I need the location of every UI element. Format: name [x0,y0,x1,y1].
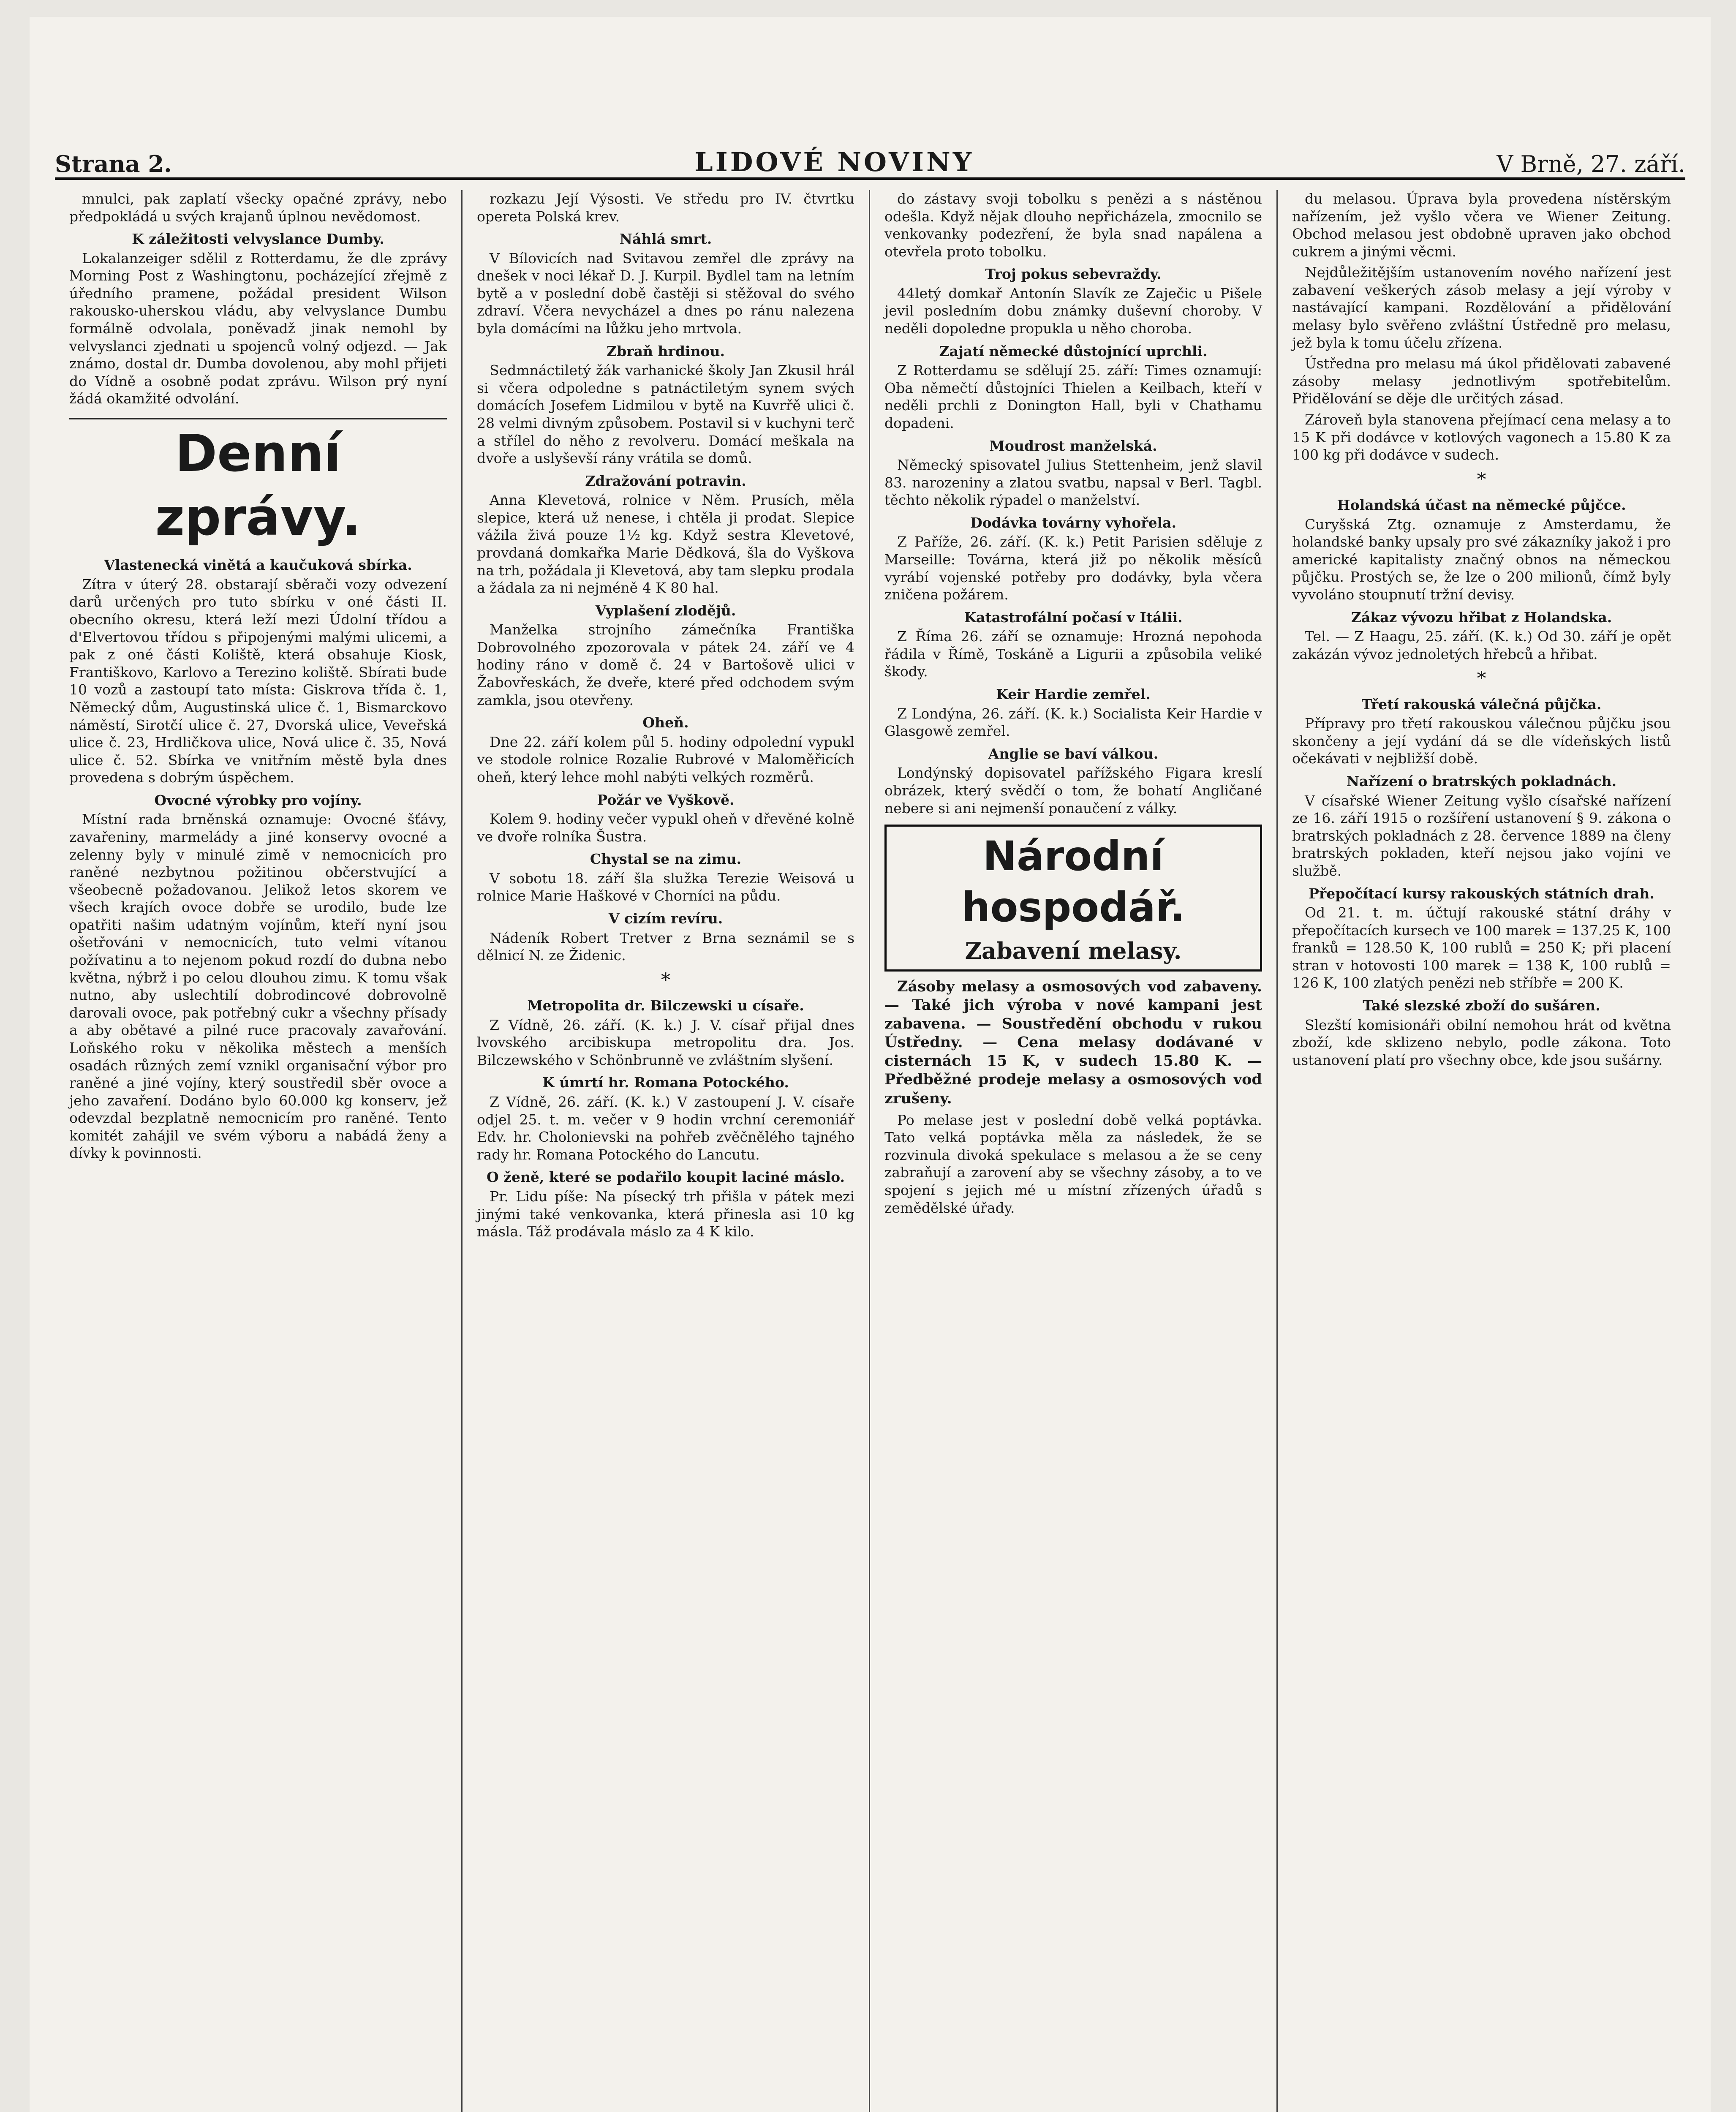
article-text: Londýnský dopisovatel pařížského Figara kreslí obrázek, který svědčí o tom, že bohatí Angličané nebere si ani nejmenší ponaučení z války. [884,765,1262,816]
article-text: du melasou. Úprava byla provedena nístěrským nařízením, jež vyšlo včera ve Wiener Zeitung. Obchod melasou jest obdobně upraven jako obchod cukrem a jinými věcmi. [1292,191,1671,260]
article-heading: Chystal se na zimu. [590,851,742,868]
article-heading: V cizím revíru. [608,910,723,927]
article-text: Ústředna pro melasu má úkol přidělovati zabavené zásoby melasy jednotlivým spotřebitelům. Přidělování se děje dle určitých zásad. [1292,355,1671,407]
article-heading: Dodávka továrny vyhořela. [970,514,1176,531]
article-heading: Přepočítací kursy rakouských státních drah. [1309,885,1654,902]
article-heading: Požár ve Vyškově. [597,791,735,808]
article-heading: Anglie se baví válkou. [988,745,1159,762]
column-2 [463,190,870,2112]
separator-star: * [661,969,670,991]
article-text: V císařské Wiener Zeitung vyšlo císařské nařízení ze 16. září 1915 o rozšíření ustanovení § 9. zákona o bratrských pokladnách z 28. července 1889 na členy bratrských pokladen, kteří nejsou jako vojíni ve službě. [1292,792,1671,879]
article-text: Lokalanzeiger sdělil z Rotterdamu, že dle zprávy Morning Post z Washingtonu, pocházející zřejmě z úředního pramene, požádal president Wilson rakousko-uherskou vládu, aby velvyslance Dumbu formálně odvolala, poněvadž jinak nemohl by velvyslanci zjednati u spojenců volný odjezd. — Jak známo, dostal dr. Dumba dovolenou, aby mohl přijeti do Vídně a osobně podat zprávu. Wilson prý nyní žádá okamžité odvolání. [69,250,447,407]
article-heading: Oheň. [642,714,689,731]
article-text: Anna Klevetová, rolnice v Něm. Prusích, měla slepice, která už nenese, i chtěla ji prodat. Slepice vážila živá pouze 1½ kg. Když sestra Klevetové, provdaná domkařka Marie Dědková, šla do Vyškova na trh, požádala ji Klevetová, aby tam slepku prodala a žádala za ni nejméně 4 K 80 hal. [477,492,854,596]
article-text: Německý spisovatel Julius Stettenheim, jenž slavil 83. narozeniny a zlatou svatbu, napsal v Berl. Tagbl. těchto několik rýpadel o manželství. [884,457,1262,509]
article-text: Curyšská Ztg. oznamuje z Amsterdamu, že holandské banky upsaly pro své zákazníky jakož i pro americké kapitalisty značný obnos na německou půjčku. Prostých se, že lze o 200 milionů, čímž byly vyvoláno stoupnutí tržní devisy. [1292,516,1671,603]
article-text: mnulci, pak zaplatí všecky opačné zprávy, nebo předpokládá u svých krajanů úplnou nevědomost. [69,191,447,225]
article-columns [55,190,1685,2112]
page-number: Strana 2. [55,150,172,177]
article-heading: Troj pokus sebevraždy. [985,266,1162,283]
article-heading: Třetí rakouská válečná půjčka. [1361,696,1602,713]
article-text: Z Říma 26. září se oznamuje: Hrozná nepohoda řádila v Římě, Toskáně a Ligurii a způsobila veliké škody. [884,628,1262,680]
article-heading: Katastrofální počasí v Itálii. [964,609,1183,626]
article-heading: Zdražování potravin. [585,472,746,489]
article-text: V sobotu 18. září šla služka Terezie Weisová u rolnice Marie Haškové v Chorníci na půdu. [477,870,854,904]
section-title: Národní hospodář. [961,833,1185,931]
article-text: Po melase jest v poslední době velká poptávka. Tato velká poptávka měla za následek, že se rozvinula divoká spekulace s melasou a že se ceny zabraňují a zarovení aby se všechny zásoby, a to ve spojení s jejich mé u místní zřízených úřadů s zemědělské úřady. [884,1111,1262,1216]
article-text: 44letý domkař Antonín Slavík ze Zaječic u Pišele jevil posledním dobu známky duševní choroby. V neděli dopoledne propukla u něho choroba. [884,285,1262,337]
article-text: Manželka strojního zámečníka Františka Dobrovolného zpozorovala v pátek 24. září ve 4 hodiny ráno v domě č. 24 v Bartošově ulici v Žabovřeskách, že dveře, které před odchodem svým zamkla, jsou otevřeny. [477,621,854,708]
article-heading: Metropolita dr. Bilczewski u císaře. [527,997,804,1014]
separator-star: * [1477,668,1486,690]
article-lead: Zásoby melasy a osmosových vod zabaveny. — Také jich výroba v nové kampani jest zabavena. — Soustředění obchodu v rukou Ústředny. — Cena melasy dodávané v cisternách 15 K, v sudech 15.80 K. — Předběžné prodeje melasy a osmosových vod zrušeny. [884,978,1262,1107]
article-text: Sedmnáctiletý žák varhanické školy Jan Zkusil hrál si včera odpoledne s patnáctiletým synem svých domácích Josefem Lidmilou v bytě na Kuvrřě ulici č. 28 velmi divným způsobem. Postavil si v kuchyni terč a střílel do něho z revolveru. Domácí meškala na dvoře a uslyševší rány vrátila se domů. [477,362,854,467]
article-text: Z Londýna, 26. září. (K. k.) Socialista Keir Hardie v Glasgowě zemřel. [884,705,1262,740]
article-heading: Holandská účast na německé půjčce. [1337,497,1626,514]
article-heading: Vlastenecká vinětá a kaučuková sbírka. [104,557,412,574]
masthead-title: LIDOVÉ NOVINY [694,147,974,177]
article-heading: Ovocné výrobky pro vojíny. [154,792,362,808]
issue-date: V Brně, 27. září. [1497,151,1685,177]
article-text: Od 21. t. m. účtují rakouské státní dráhy v přepočítacích kursech ve 100 marek = 137.25 K, 100 franků = 128.50 K, 100 rublů = 250 K; při placení stran v hotovosti 100 marek = 138 K, 100 rublů = 126 K, 100 zlatých penězi neb stříbře = 200 K. [1292,904,1671,991]
article-heading: K úmrtí hr. Romana Potockého. [542,1074,789,1091]
article-text: Z Paříže, 26. září. (K. k.) Petit Parisien sděluje z Marseille: Továrna, která již po několik měsíců vyrábí vojenské potřeby pro dodávky, byla včera zničena požárem. [884,533,1262,603]
article-text: Z Vídně, 26. září. (K. k.) V zastoupení J. V. císaře odjel 25. t. m. večer v 9 hodin vrchní ceremoniář Edv. hr. Cholonievski na pohřeb zvěčnělého tajného rady hr. Romana Potockého do Lancutu. [477,1094,854,1163]
article-heading: Zabavení melasy. [965,937,1182,964]
article-text: Kolem 9. hodiny večer vypukl oheň v dřevěné kolně ve dvoře rolníka Šustra. [477,811,854,845]
article-text: Zároveň byla stanovena přejímací cena melasy a to 15 K při dodávce v kotlových vagonech a 15.80 K za 100 kg při dodávce v sudech. [1292,411,1671,463]
section-title: Denní zprávy. [69,418,447,550]
article-text: Slezští komisionáři obilní nemohou hrát od května zboží, kde sklizeno nebylo, podle zákona. Toto ustanovení platí pro všechny obce, kde jsou sušárny. [1292,1016,1671,1068]
column-1 [55,190,463,2112]
article-text: Nejdůležitějším ustanovením nového nařízení jest zabavení veškerých zásob melasy a její výroby v nastávající kampani. Rozdělování a přidělování melasy bylo svěřeno zvláštní Ústředně pro melasu, jež byla k tomu účelu zřízena. [1292,264,1671,351]
article-heading: Zbraň hrdinou. [607,343,725,359]
article-text: Nádeník Robert Tretver z Brna seznámil se s dělnicí N. ze Židenic. [477,929,854,964]
article-text: do zástavy svoji tobolku s penězi a s nástěnou odešla. Když nějak dlouho nepřicházela, zmocnilo se venkovanky podezření, že byla snad napálena a otevřela proto tobolku. [884,191,1262,260]
article-text: Z Rotterdamu se sdělují 25. září: Times oznamují: Oba němečtí důstojníci Thielen a Keilbach, kteří v neděli prchli z Donington Hall, byli v Chathamu dopadeni. [884,362,1262,431]
newspaper-page [30,17,1711,2112]
article-heading: Keir Hardie zemřel. [996,686,1151,703]
article-heading: Zajatí německé důstojnící uprchli. [939,343,1208,359]
article-text: Zítra v úterý 28. obstarají sběrači vozy odvezení darů určených pro tuto sbírku v oné části II. obecního okresu, která leží mezi Údolní třídou a d'Elvertovou třídou s připojenými malými ulicemi, a pak z oné části Koliště, která obsahuje Kiosk, Františkovo, Karlovo a Terezino koliště. Sbírati bude 10 vozů a zastoupí tato místa: Giskrova třída č. 1, Německý dům, Augustinská ulice č. 1, Bismarckovo náměstí, Sirotčí ulice č. 27, Dvorská ulice, Veveřská ulice č. 23, Hrdličkova ulice, Nová ulice č. 35, Nová ulice č. 52. Sbírka ve vnitřním městě byla dnes provedena s dobrým úspěchem. [69,576,447,786]
column-3 [870,190,1278,2112]
economy-section-box [884,825,1262,972]
article-text: Přípravy pro třetí rakouskou válečnou půjčku jsou skončeny a její vydání dá se dle vídeňských listů očekávati v nejbližší době. [1292,715,1671,767]
article-heading: O ženě, které se podařilo koupit laciné máslo. [486,1169,845,1186]
article-text: Dne 22. září kolem půl 5. hodiny odpolední vypukl ve stodole rolnice Rozalie Rubrové v Maloměřicích oheň, který lehce mohl nabýti velkých rozměrů. [477,733,854,785]
article-heading: Vyplašení zlodějů. [595,602,736,619]
article-heading: K záležitosti velvyslance Dumby. [132,231,384,248]
article-heading: Náhlá smrt. [619,231,712,248]
column-4 [1278,190,1685,2112]
article-text: rozkazu Její Výsosti. Ve středu pro IV. čtvrtku opereta Polská krev. [477,191,854,225]
article-text: V Bílovicích nad Svitavou zemřel dle zprávy na dnešek v noci lékař D. J. Kurpil. Bydlel tam na letním bytě a v poslední době častěji si stěžoval do svého zdraví. Včera nevycházel a dnes po ránu nalezena byla domácími na lůžku jeho mrtvola. [477,250,854,337]
article-heading: Moudrost manželská. [989,437,1157,454]
separator-star: * [1477,468,1486,490]
article-text: Tel. — Z Haagu, 25. září. (K. k.) Od 30. září je opět zakázán vývoz jednoletých hřebců a hřibat. [1292,628,1671,662]
article-heading: Také slezské zboží do sušáren. [1363,997,1600,1014]
article-heading: Zákaz vývozu hřibat z Holandska. [1351,609,1612,626]
article-text: Z Vídně, 26. září. (K. k.) J. V. císař přijal dnes lvovského arcibiskupa metropolitu dra. Jos. Bilczewského v Schönbrunně ve zvláštním slyšení. [477,1016,854,1068]
article-heading: Nařízení o bratrských pokladnách. [1346,773,1617,790]
article-text: Místní rada brněnská oznamuje: Ovocné šťávy, zavařeniny, marmelády a jiné konservy ovocné a zelenny byly v minulé zimě v nemocnicích pro raněné nezbytnou požitinou občerstvující a všeobecně požadovanou. Jelikož letos skorem ve všech krajích ovoce dobře se urodilo, bude lze opatřiti našim udatným vojínům, kteří nyní jsou ošetřováni v nemocnicích, tuto velmi vítanou požívatinu a to nejenom pokud rozdí do dubna nebo května, nýbrž i po celou dlouhou zimu. K tomu však nutno, aby uslechtilí dobrodincové dobrovolně darovali ovoce, pak potřebný cukr a všechny přísady a aby obětavé a pilné ruce pracovaly zavařování. Loňského roku v několika městech a menších osadách různých zemí vznikl organisační výbor pro raněné a jiné vojíny, který soustředil sběr ovoce a jeho zavaření. Dodáno bylo 60.000 kg konserv, jež odevzdal bezplatně nemocnicím pro raněné. Tento komitét zahájil ve svém výboru a nabádá ženy a dívky k povinnosti. [69,811,447,1162]
page-header [55,144,1685,180]
article-text: Pr. Lidu píše: Na písecký trh přišla v pátek mezi jinými také venkovanka, která přinesla asi 10 kg másla. Táž prodávala máslo za 4 K kilo. [477,1188,854,1240]
